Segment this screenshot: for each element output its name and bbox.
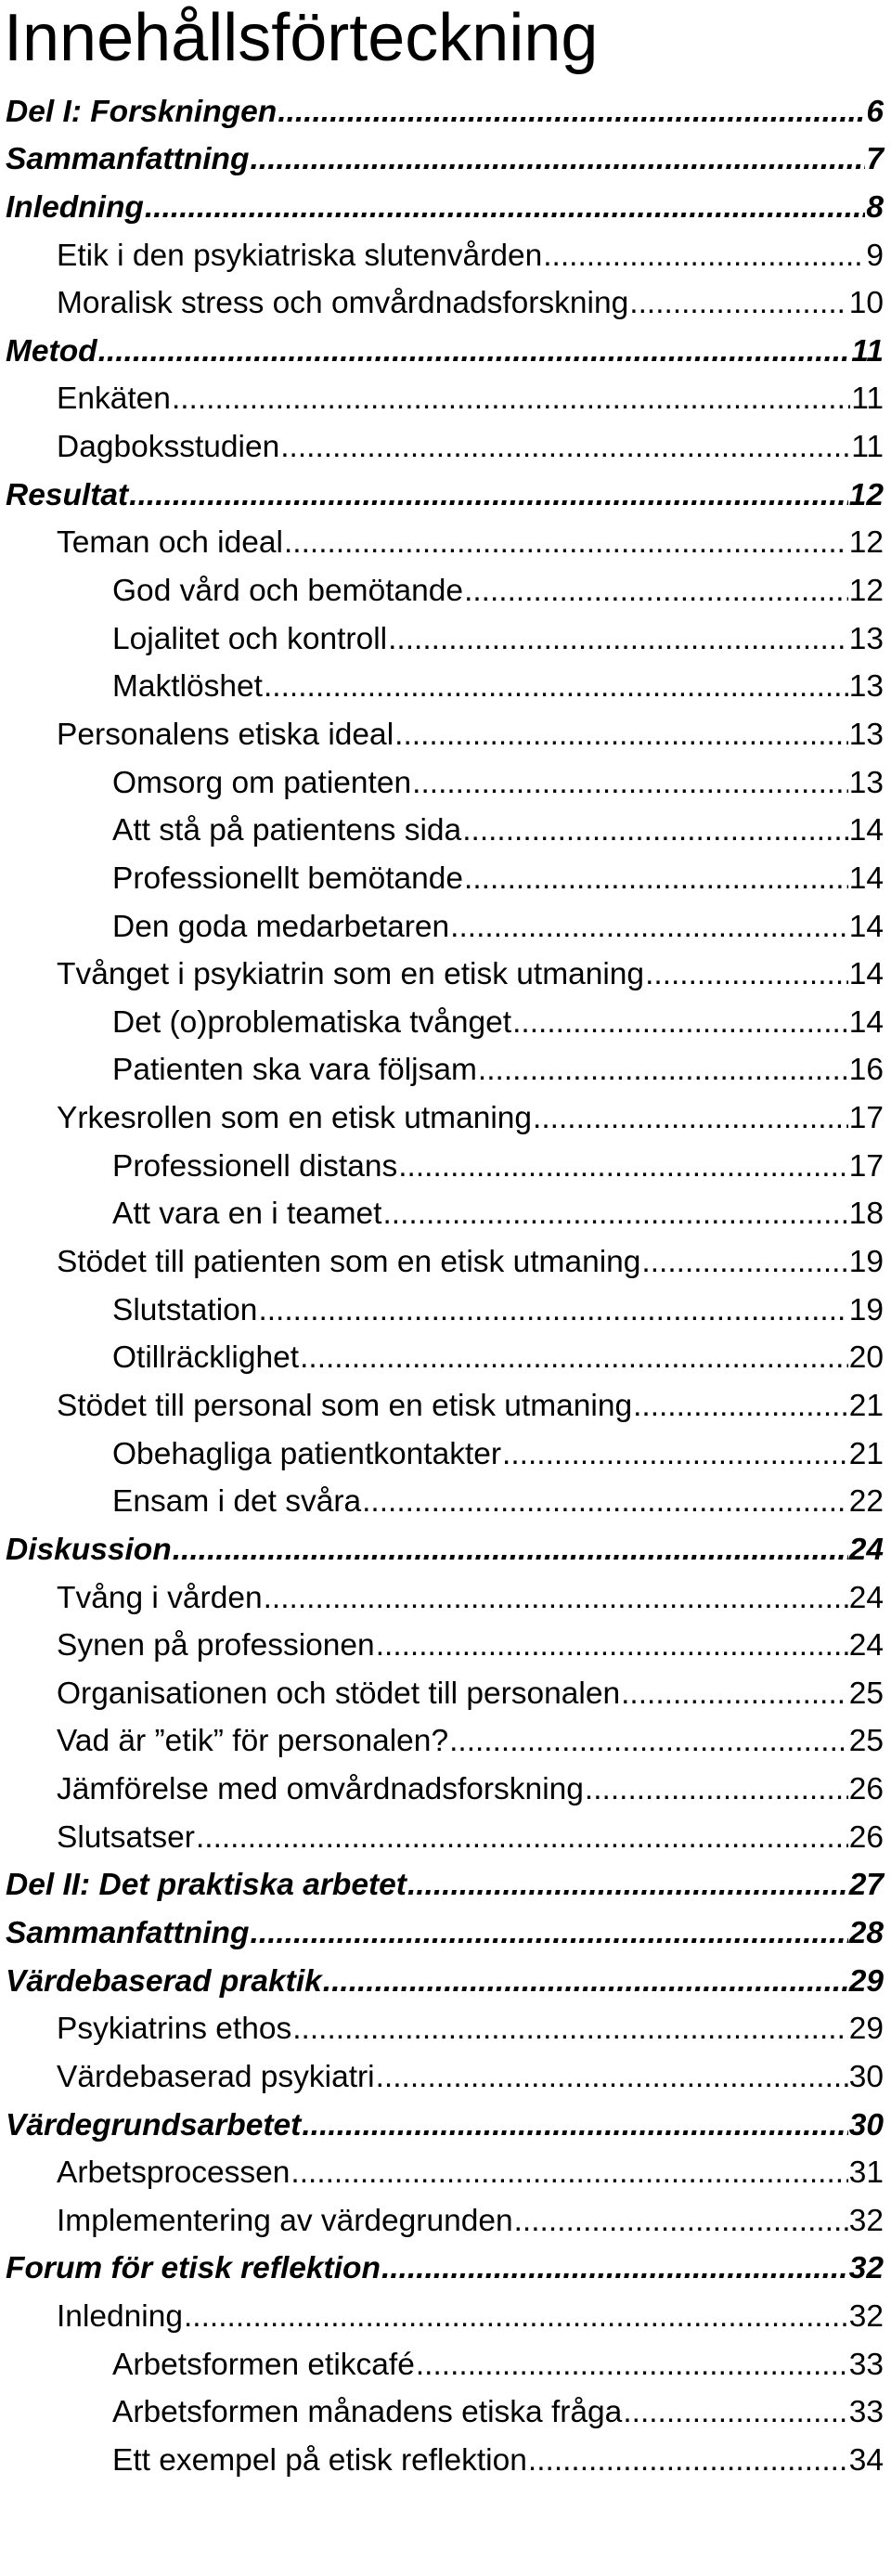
toc-entry-title: Del I: Forskningen bbox=[6, 94, 278, 129]
toc-entry-level-1[interactable] bbox=[0, 87, 891, 136]
toc-entry-page-number: 25 bbox=[848, 1676, 884, 1711]
toc-entry-title: Det (o)problematiska tvånget bbox=[112, 1004, 512, 1040]
dot-leader bbox=[184, 2299, 848, 2335]
dot-leader bbox=[641, 1245, 847, 1280]
toc-entry-page-number: 10 bbox=[848, 286, 884, 321]
dot-leader bbox=[464, 574, 848, 609]
dot-leader bbox=[264, 669, 848, 705]
toc-entry-title: Personalens etiska ideal bbox=[57, 717, 394, 752]
dot-leader bbox=[284, 525, 848, 561]
toc-entry-title: Diskussion bbox=[6, 1532, 172, 1567]
toc-entry-page-number: 12 bbox=[848, 477, 884, 512]
toc-entry-page-number: 11 bbox=[851, 430, 884, 465]
toc-entry-page-number: 30 bbox=[848, 2059, 884, 2094]
toc-entry-page-number: 14 bbox=[848, 1004, 884, 1040]
toc-entry-page-number: 34 bbox=[848, 2443, 884, 2479]
dot-leader bbox=[258, 1293, 847, 1328]
dot-leader bbox=[623, 2395, 847, 2430]
toc-entry-title: Värdegrundsarbetet bbox=[6, 2107, 302, 2142]
toc-entry-page-number: 12 bbox=[848, 574, 884, 609]
toc-entry-page-number: 13 bbox=[848, 717, 884, 752]
toc-entry-title: Metod bbox=[6, 333, 97, 369]
dot-leader bbox=[323, 1964, 848, 2000]
dot-leader bbox=[512, 1005, 848, 1041]
toc-entry-page-number: 27 bbox=[848, 1868, 884, 1903]
toc-entry-page-number: 21 bbox=[848, 1436, 884, 1471]
toc-entry-level-2[interactable] bbox=[0, 519, 891, 567]
dot-leader bbox=[585, 1772, 848, 1807]
dot-leader bbox=[302, 2108, 847, 2143]
toc-entry-level-3[interactable] bbox=[0, 2436, 891, 2484]
toc-entry-title: Slutstation bbox=[112, 1292, 258, 1327]
toc-entry-level-1[interactable] bbox=[0, 183, 891, 231]
toc-entry-level-2[interactable] bbox=[0, 1573, 891, 1622]
toc-entry-title: Vad är ”etik” för personalen? bbox=[57, 1724, 449, 1759]
toc-entry-page-number: 7 bbox=[866, 142, 884, 177]
dot-leader bbox=[398, 1149, 847, 1184]
toc-entry-level-1[interactable] bbox=[0, 2245, 891, 2293]
toc-entry-page-number: 22 bbox=[848, 1484, 884, 1520]
toc-entry-page-number: 14 bbox=[848, 861, 884, 896]
toc-entry-page-number: 13 bbox=[848, 621, 884, 656]
toc-entry-title: Stödet till patienten som en etisk utmaning bbox=[57, 1245, 641, 1280]
dot-leader bbox=[291, 2155, 847, 2191]
toc-entry-title: Organisationen och stödet till personalen bbox=[57, 1676, 621, 1711]
toc-entry-level-2[interactable] bbox=[0, 1765, 891, 1813]
toc-entry-page-number: 19 bbox=[848, 1292, 884, 1327]
toc-entry-level-1[interactable] bbox=[0, 471, 891, 519]
toc-entry-page-number: 26 bbox=[848, 1772, 884, 1807]
toc-entry-page-number: 8 bbox=[866, 189, 884, 225]
dot-leader bbox=[388, 622, 848, 657]
toc-entry-level-3[interactable] bbox=[0, 2388, 891, 2437]
dot-leader bbox=[145, 190, 865, 226]
toc-entry-page-number: 32 bbox=[848, 2203, 884, 2238]
dot-leader bbox=[464, 861, 848, 897]
dot-leader bbox=[629, 286, 847, 321]
toc-entry-title: Sammanfattning bbox=[6, 142, 250, 177]
toc-entry-level-3[interactable] bbox=[0, 2340, 891, 2388]
toc-entry-level-3[interactable] bbox=[0, 1334, 891, 1382]
dot-leader bbox=[394, 718, 848, 753]
toc-entry-title: Slutsatser bbox=[57, 1819, 195, 1855]
dot-leader bbox=[173, 1533, 848, 1568]
toc-entry-level-1[interactable] bbox=[0, 136, 891, 184]
dot-leader bbox=[376, 1628, 848, 1663]
toc-entry-level-2[interactable] bbox=[0, 1622, 891, 1670]
toc-entry-level-3[interactable] bbox=[0, 663, 891, 711]
toc-entry-page-number: 11 bbox=[851, 382, 884, 417]
toc-entry-level-1[interactable] bbox=[0, 1861, 891, 1909]
toc-entry-title: Professionell distans bbox=[112, 1148, 398, 1184]
toc-entry-title: Maktlöshet bbox=[112, 669, 263, 705]
dot-leader bbox=[250, 1916, 847, 1951]
toc-entry-level-1[interactable] bbox=[0, 2101, 891, 2149]
dot-leader bbox=[450, 910, 848, 945]
toc-entry-page-number: 31 bbox=[848, 2155, 884, 2191]
toc-entry-title: Lojalitet och kontroll bbox=[112, 621, 388, 656]
toc-entry-page-number: 25 bbox=[848, 1724, 884, 1759]
toc-entry-page-number: 17 bbox=[848, 1101, 884, 1136]
toc-entry-level-1[interactable] bbox=[0, 1909, 891, 1957]
toc-entry-level-2[interactable] bbox=[0, 951, 891, 999]
toc-entry-page-number: 19 bbox=[848, 1245, 884, 1280]
toc-entry-title: Forum för etisk reflektion bbox=[6, 2251, 381, 2286]
toc-entry-level-2[interactable] bbox=[0, 422, 891, 471]
toc-entry-level-2[interactable] bbox=[0, 1237, 891, 1286]
toc-entry-page-number: 20 bbox=[848, 1340, 884, 1376]
toc-entry-title: God vård och bemötande bbox=[112, 574, 464, 609]
toc-entry-title: Yrkesrollen som en etisk utmaning bbox=[57, 1101, 533, 1136]
toc-entry-page-number: 13 bbox=[848, 765, 884, 800]
toc-entry-title: Psykiatrins ethos bbox=[57, 2012, 292, 2047]
toc-entry-level-2[interactable] bbox=[0, 375, 891, 423]
toc-entry-list bbox=[0, 87, 891, 2484]
toc-entry-page-number: 16 bbox=[848, 1053, 884, 1088]
toc-entry-level-3[interactable] bbox=[0, 902, 891, 951]
toc-entry-title: Arbetsprocessen bbox=[57, 2155, 291, 2191]
toc-entry-level-3[interactable] bbox=[0, 854, 891, 902]
toc-entry-level-2[interactable] bbox=[0, 279, 891, 328]
toc-entry-level-2[interactable] bbox=[0, 1669, 891, 1717]
toc-entry-level-3[interactable] bbox=[0, 758, 891, 807]
toc-entry-page-number: 29 bbox=[848, 1963, 884, 1999]
toc-entry-level-1[interactable] bbox=[0, 1525, 891, 1573]
toc-entry-level-1[interactable] bbox=[0, 327, 891, 375]
dot-leader bbox=[633, 1389, 848, 1424]
toc-entry-title: Dagboksstudien bbox=[57, 430, 280, 465]
toc-entry-page-number: 13 bbox=[848, 669, 884, 705]
toc-entry-title: Värdebaserad psykiatri bbox=[57, 2059, 375, 2094]
toc-entry-level-3[interactable] bbox=[0, 1190, 891, 1238]
dot-leader bbox=[382, 1197, 847, 1232]
toc-entry-level-2[interactable] bbox=[0, 2005, 891, 2053]
toc-entry-level-3[interactable] bbox=[0, 1142, 891, 1190]
dot-leader bbox=[362, 1484, 848, 1520]
toc-entry-level-3[interactable] bbox=[0, 566, 891, 615]
toc-entry-title: Arbetsformen etikcafé bbox=[112, 2347, 415, 2382]
toc-entry-title: Implementering av värdegrunden bbox=[57, 2203, 513, 2238]
toc-entry-title: Obehagliga patientkontakter bbox=[112, 1436, 502, 1471]
dot-leader bbox=[462, 813, 848, 848]
page-title: Innehållsförteckning bbox=[4, 1, 599, 75]
toc-entry-page-number: 26 bbox=[848, 1819, 884, 1855]
dot-leader bbox=[381, 2251, 848, 2286]
toc-entry-title: Stödet till personal som en etisk utmaning bbox=[57, 1388, 633, 1423]
toc-entry-level-2[interactable] bbox=[0, 1717, 891, 1766]
dot-leader bbox=[292, 2012, 848, 2047]
dot-leader bbox=[172, 382, 850, 417]
toc-entry-title: Att stå på patientens sida bbox=[112, 813, 462, 848]
dot-leader bbox=[645, 957, 848, 992]
toc-entry-page-number: 28 bbox=[848, 1915, 884, 1950]
toc-entry-title: Moralisk stress och omvårdnadsforskning bbox=[57, 286, 629, 321]
toc-entry-title: Enkäten bbox=[57, 382, 171, 417]
toc-entry-page-number: 24 bbox=[848, 1532, 884, 1567]
toc-entry-page-number: 24 bbox=[848, 1628, 884, 1663]
toc-entry-level-3[interactable] bbox=[0, 1478, 891, 1526]
toc-entry-title: Att vara en i teamet bbox=[112, 1197, 382, 1232]
toc-entry-level-2[interactable] bbox=[0, 231, 891, 279]
toc-entry-page-number: 6 bbox=[866, 94, 884, 129]
dot-leader bbox=[407, 1868, 848, 1903]
dot-leader bbox=[278, 95, 865, 130]
dot-leader bbox=[250, 142, 865, 177]
dot-leader bbox=[514, 2204, 848, 2239]
toc-entry-level-2[interactable] bbox=[0, 2149, 891, 2197]
toc-entry-level-3[interactable] bbox=[0, 1046, 891, 1094]
toc-entry-page-number: 14 bbox=[848, 813, 884, 848]
toc-entry-title: Tvång i vården bbox=[57, 1580, 263, 1615]
dot-leader bbox=[129, 478, 848, 513]
toc-entry-level-3[interactable] bbox=[0, 807, 891, 855]
dot-leader bbox=[543, 239, 865, 274]
toc-entry-page-number: 21 bbox=[848, 1388, 884, 1423]
toc-entry-title: Teman och ideal bbox=[57, 525, 283, 561]
toc-entry-title: Arbetsformen månadens etiska fråga bbox=[112, 2395, 623, 2430]
toc-entry-title: Resultat bbox=[6, 477, 129, 512]
dot-leader bbox=[621, 1676, 848, 1712]
toc-entry-level-3[interactable] bbox=[0, 615, 891, 663]
toc-entry-level-1[interactable] bbox=[0, 1957, 891, 2005]
toc-entry-level-2[interactable] bbox=[0, 1381, 891, 1430]
toc-entry-page-number: 18 bbox=[848, 1197, 884, 1232]
toc-entry-level-2[interactable] bbox=[0, 1813, 891, 1861]
toc-entry-page-number: 9 bbox=[866, 238, 884, 273]
toc-entry-level-3[interactable] bbox=[0, 1286, 891, 1334]
toc-entry-page-number: 33 bbox=[848, 2347, 884, 2382]
toc-entry-title: Sammanfattning bbox=[6, 1915, 250, 1950]
toc-entry-page-number: 17 bbox=[848, 1148, 884, 1184]
toc-entry-title: Professionellt bemötande bbox=[112, 861, 464, 896]
toc-entry-page-number: 11 bbox=[851, 333, 884, 369]
dot-leader bbox=[416, 2348, 848, 2383]
dot-leader bbox=[533, 1101, 848, 1136]
toc-entry-page-number: 30 bbox=[848, 2107, 884, 2142]
toc-entry-title: Omsorg om patienten bbox=[112, 765, 412, 800]
dot-leader bbox=[528, 2443, 848, 2479]
toc-entry-title: Patienten ska vara följsam bbox=[112, 1053, 477, 1088]
toc-entry-title: Otillräcklighet bbox=[112, 1340, 300, 1376]
toc-entry-page-number: 12 bbox=[848, 525, 884, 561]
dot-leader bbox=[478, 1053, 848, 1088]
toc-entry-page-number: 29 bbox=[848, 2012, 884, 2047]
toc-entry-page-number: 32 bbox=[848, 2299, 884, 2335]
toc-entry-level-2[interactable] bbox=[0, 710, 891, 758]
toc-entry-page-number: 33 bbox=[848, 2395, 884, 2430]
dot-leader bbox=[376, 2060, 848, 2095]
toc-entry-level-3[interactable] bbox=[0, 1430, 891, 1478]
toc-entry-title: Etik i den psykiatriska slutenvården bbox=[57, 238, 543, 273]
toc-entry-title: Ett exempel på etisk reflektion bbox=[112, 2443, 527, 2479]
dot-leader bbox=[449, 1724, 848, 1759]
dot-leader bbox=[412, 766, 848, 801]
toc-entry-title: Synen på professionen bbox=[57, 1628, 375, 1663]
toc-entry-level-2[interactable] bbox=[0, 2292, 891, 2340]
toc-entry-title: Den goda medarbetaren bbox=[112, 909, 450, 944]
dot-leader bbox=[300, 1340, 848, 1376]
toc-entry-title: Inledning bbox=[57, 2299, 183, 2335]
toc-entry-title: Inledning bbox=[6, 189, 144, 225]
toc-entry-title: Ensam i det svåra bbox=[112, 1484, 362, 1520]
toc-entry-page-number: 32 bbox=[848, 2251, 884, 2286]
toc-entry-title: Tvånget i psykiatrin som en etisk utmaning bbox=[57, 957, 645, 992]
dot-leader bbox=[280, 430, 850, 465]
toc-entry-level-2[interactable] bbox=[0, 1094, 891, 1142]
toc-entry-level-3[interactable] bbox=[0, 998, 891, 1046]
dot-leader bbox=[502, 1437, 848, 1472]
toc-entry-level-2[interactable] bbox=[0, 2052, 891, 2101]
toc-entry-title: Jämförelse med omvårdnadsforskning bbox=[57, 1772, 584, 1807]
toc-entry-title: Del II: Det praktiska arbetet bbox=[6, 1868, 407, 1903]
dot-leader bbox=[196, 1820, 848, 1856]
toc-entry-level-2[interactable] bbox=[0, 2196, 891, 2245]
toc-entry-page-number: 14 bbox=[848, 909, 884, 944]
toc-entry-page-number: 14 bbox=[848, 957, 884, 992]
dot-leader bbox=[98, 334, 851, 369]
toc-entry-title: Värdebaserad praktik bbox=[6, 1963, 322, 1999]
dot-leader bbox=[264, 1581, 848, 1616]
toc-entry-page-number: 24 bbox=[848, 1580, 884, 1615]
